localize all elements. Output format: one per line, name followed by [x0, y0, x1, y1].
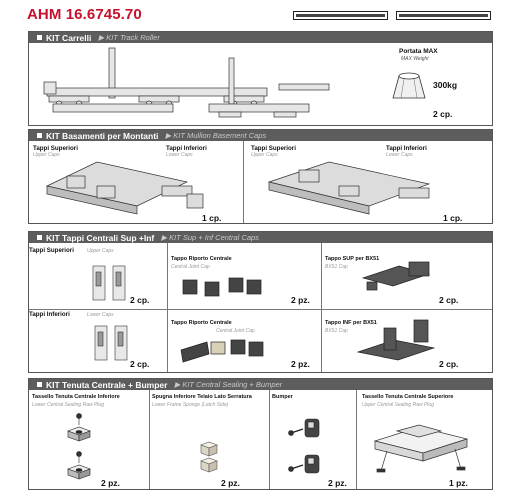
lower-caps-label: Tappi Inferiori — [386, 145, 427, 152]
section-subtitle: ▶ KIT Track Roller — [98, 33, 160, 42]
upper-caps-sublabel: Upper Caps — [251, 152, 278, 158]
upper-raw-plug-sublabel: Upper Central Sealing Raw Plug — [362, 402, 434, 408]
quantity: 2 pz. — [328, 478, 347, 488]
max-weight-value: 300kg — [433, 80, 458, 90]
section-header — [29, 32, 492, 43]
sponge-label: Spugna Inferiore Telaio Lato Serratura — [152, 394, 252, 400]
raw-plug-illustration — [64, 413, 94, 488]
rail-profile-icon — [396, 11, 491, 20]
quantity: 1 pz. — [449, 478, 468, 488]
divider — [356, 390, 357, 489]
central-joint-cap-sublabel: Central Joint Cap — [171, 264, 210, 270]
product-code: AHM 16.6745.70 — [27, 6, 142, 23]
mullion-cap-illustration — [259, 156, 449, 211]
track-roller-illustration — [29, 44, 369, 126]
quantity: 2 cp. — [130, 359, 150, 369]
bullet-icon — [37, 35, 42, 40]
section-header — [29, 232, 492, 243]
central-joint-cap-label: Tappo Riporto Centrale — [171, 256, 232, 262]
divider — [167, 243, 168, 372]
max-weight-label: Portata MAX — [399, 48, 438, 55]
lower-raw-plug-label: Tassello Tenuta Centrale Inferiore — [32, 394, 120, 400]
quantity: 2 pz. — [291, 359, 310, 369]
sponge-sublabel: Lower Frame Sponge (Latch Side) — [152, 402, 229, 408]
bx51-cap-illustration — [354, 318, 449, 366]
central-cap-illustration — [89, 260, 134, 305]
quantity: 2 cp. — [433, 109, 453, 119]
bumper-label: Bumper — [272, 394, 293, 400]
joint-cap-illustration — [179, 332, 269, 364]
divider — [243, 141, 244, 223]
section-subtitle: ▶ KIT Mullion Basement Caps — [165, 131, 267, 140]
quantity: 2 cp. — [130, 295, 150, 305]
lower-caps-sublabel: Lower Caps — [87, 312, 114, 318]
section-title: KIT Tappi Centrali Sup +Inf — [46, 232, 155, 243]
mullion-cap-illustration — [37, 156, 217, 211]
central-joint-cap-sublabel: Central Joint Cap — [216, 328, 255, 334]
quantity: 2 pz. — [291, 295, 310, 305]
rail-profile-icon — [293, 11, 388, 20]
lower-raw-plug-sublabel: Lower Central Sealing Raw Plug — [32, 402, 104, 408]
section-subtitle: ▶ KIT Central Sealing + Bumper — [174, 380, 283, 389]
section-title: KIT Carrelli — [46, 32, 92, 43]
joint-cap-illustration — [179, 272, 269, 302]
quantity: 2 cp. — [439, 295, 459, 305]
section-header — [29, 379, 492, 390]
bx51-cap-label: Tappo INF per BX51 — [325, 320, 377, 326]
upper-caps-sublabel: Upper Caps — [33, 152, 60, 158]
lower-caps-sublabel: Lower Caps — [166, 152, 193, 158]
weight-block-icon — [391, 72, 427, 100]
lower-caps-label: Tappi Inferiori — [29, 311, 70, 318]
quantity: 2 cp. — [439, 359, 459, 369]
section-subtitle: ▶ KIT Sup + Inf Central Caps — [161, 233, 259, 242]
bx51-cap-illustration — [359, 256, 449, 296]
bx51-cap-sublabel: BX51 Cap — [325, 264, 348, 270]
divider — [321, 243, 322, 372]
section-header — [29, 130, 492, 141]
section-kit-tenuta — [28, 378, 493, 490]
bx51-cap-sublabel: BX51 Cap — [325, 328, 348, 334]
divider — [29, 309, 492, 310]
section-kit-tappi-centrali — [28, 231, 493, 373]
upper-caps-label: Tappi Superiori — [33, 145, 78, 152]
central-joint-cap-label: Tappo Riporto Centrale — [171, 320, 232, 326]
upper-raw-plug-illustration — [367, 417, 477, 477]
upper-caps-label: Tappi Superiori — [251, 145, 296, 152]
upper-caps-sublabel: Upper Caps — [87, 248, 114, 254]
bullet-icon — [37, 235, 42, 240]
section-kit-carrelli — [28, 31, 493, 126]
section-kit-basamenti — [28, 129, 493, 224]
upper-caps-label: Tappi Superiori — [29, 247, 74, 254]
bullet-icon — [37, 133, 42, 138]
divider — [269, 390, 270, 489]
divider — [149, 390, 150, 489]
quantity: 2 pz. — [101, 478, 120, 488]
quantity: 1 cp. — [202, 213, 222, 223]
bullet-icon — [37, 382, 42, 387]
quantity: 1 cp. — [443, 213, 463, 223]
section-title: KIT Tenuta Centrale + Bumper — [46, 379, 168, 390]
upper-raw-plug-label: Tassello Tenuta Centrale Superiore — [362, 394, 454, 400]
section-title: KIT Basamenti per Montanti — [46, 130, 159, 141]
max-weight-sublabel: MAX Weight — [401, 56, 429, 62]
lower-caps-sublabel: Lower Caps — [386, 152, 413, 158]
bumper-illustration — [287, 411, 327, 479]
quantity: 2 pz. — [221, 478, 240, 488]
bx51-cap-label: Tappo SUP per BX51 — [325, 256, 380, 262]
sponge-illustration — [197, 441, 221, 475]
lower-caps-label: Tappi Inferiori — [166, 145, 207, 152]
